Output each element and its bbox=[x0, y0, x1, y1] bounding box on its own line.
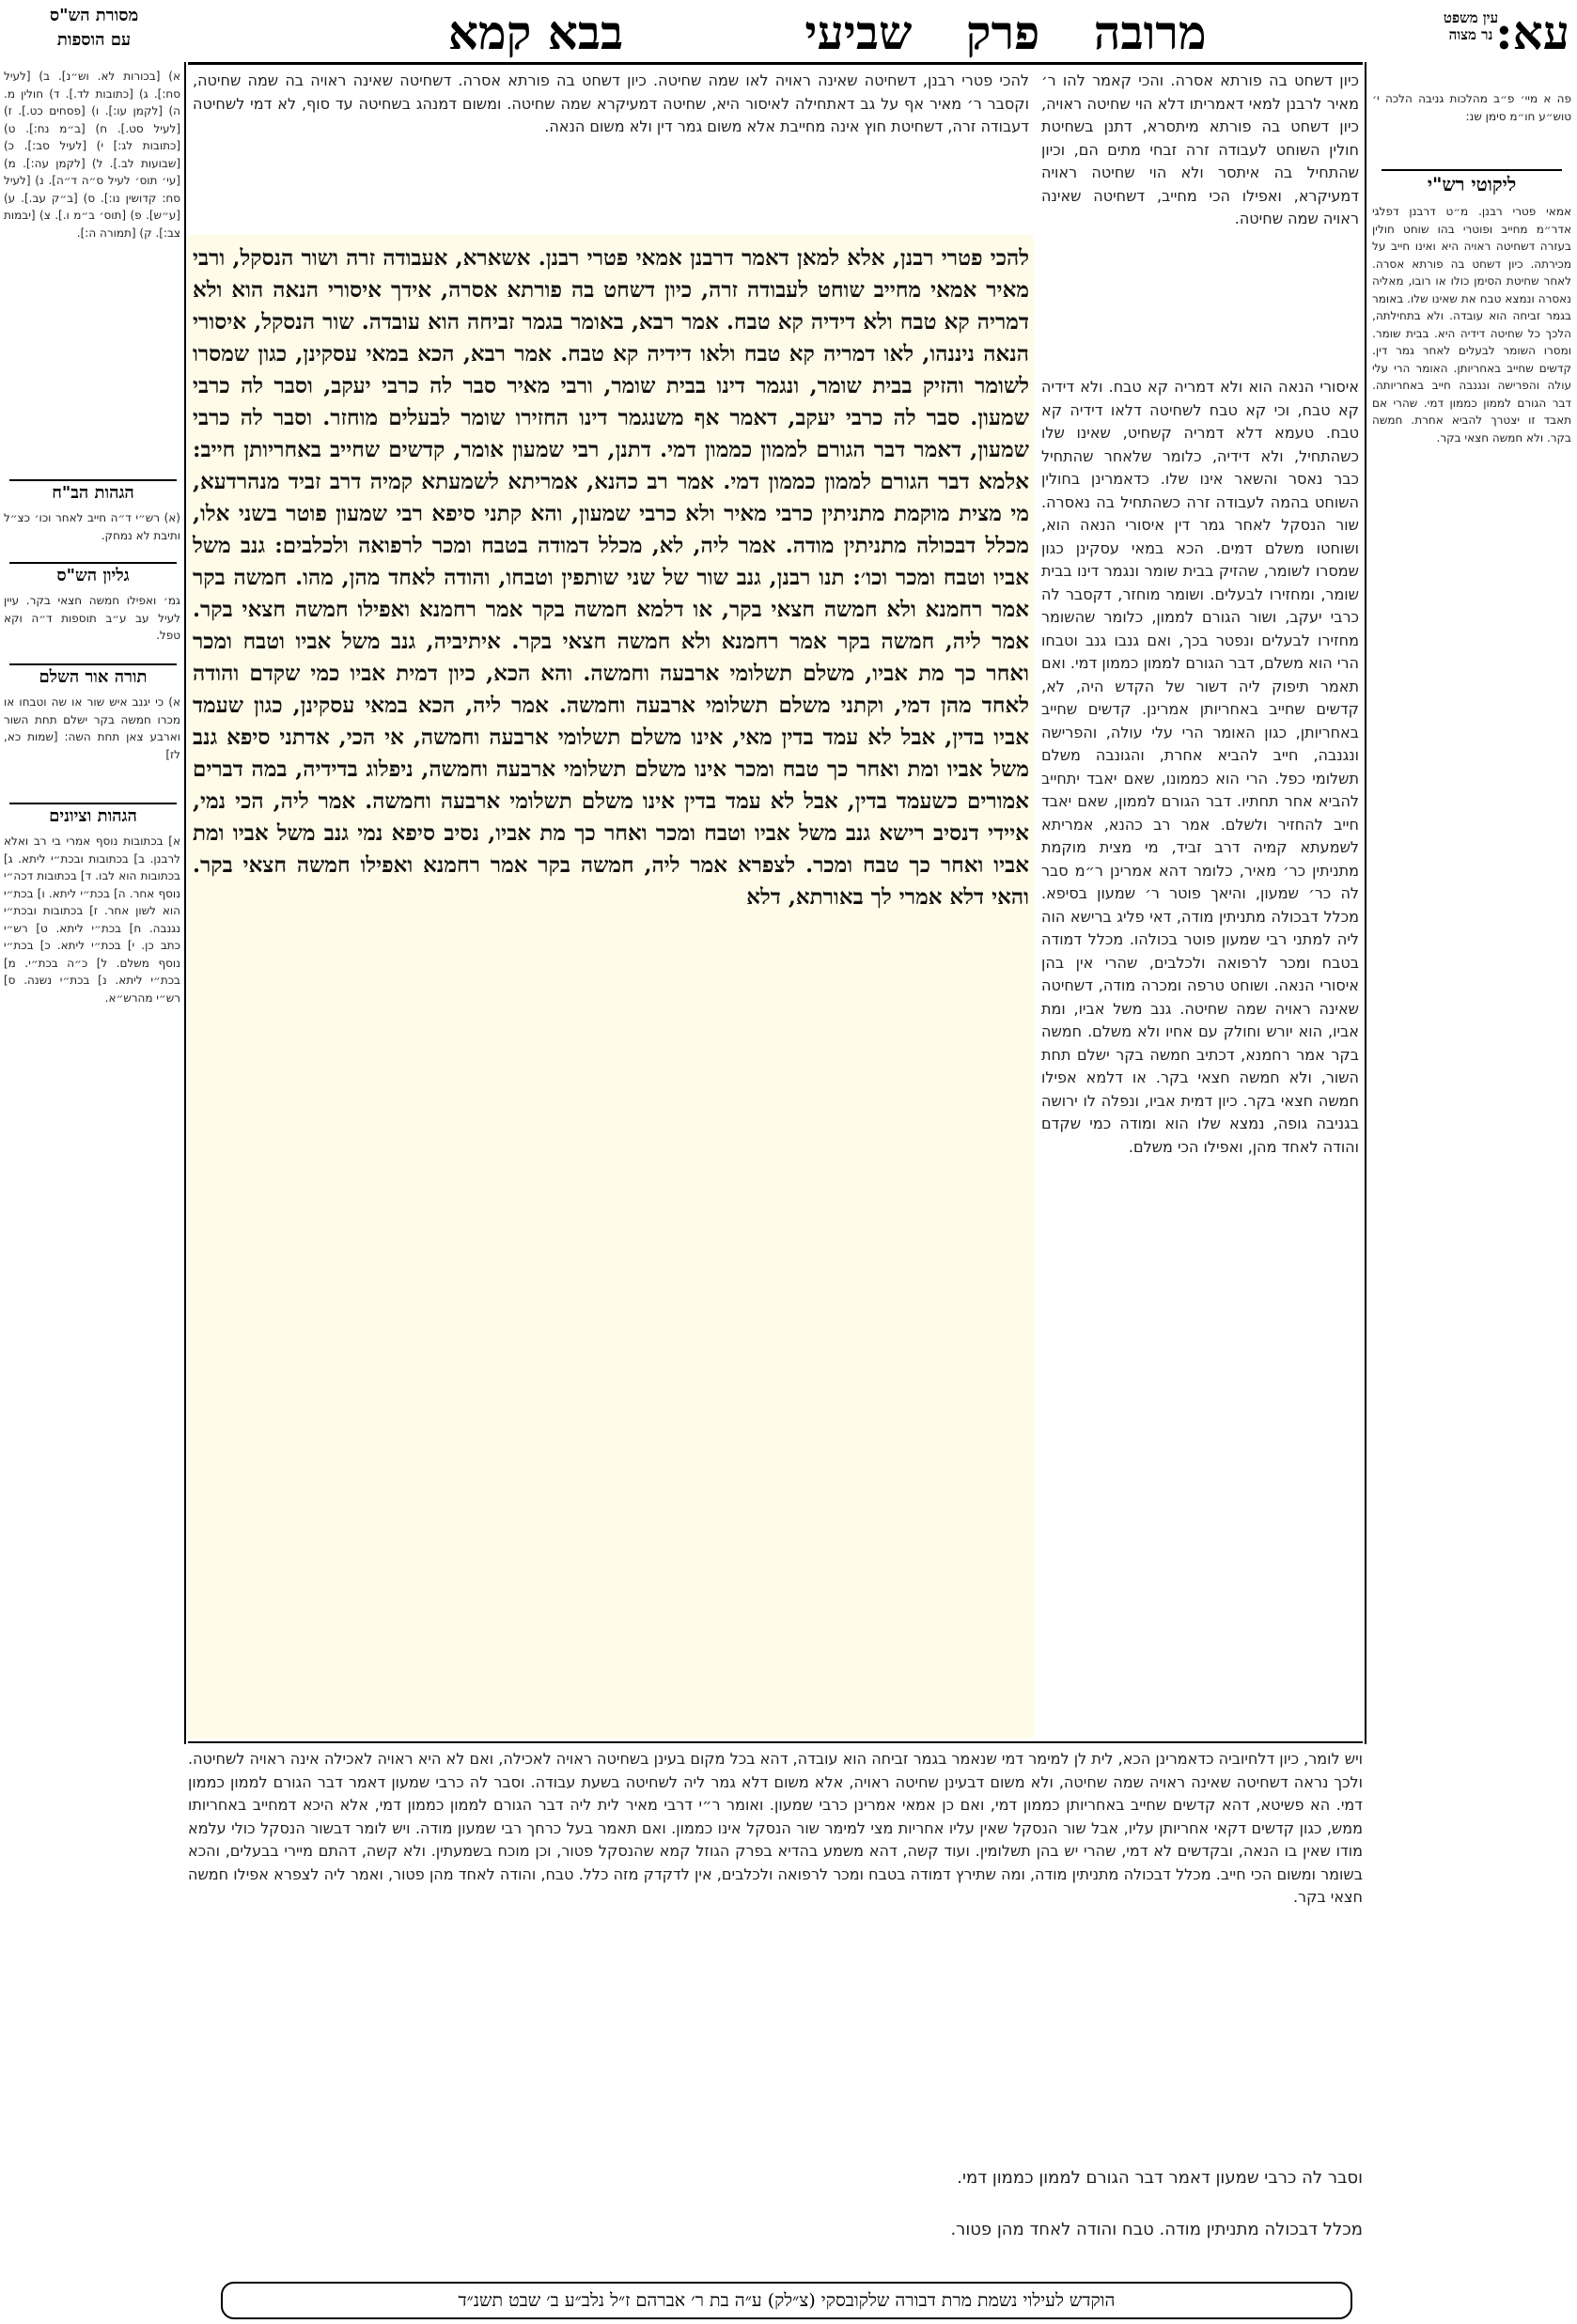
hagahot-habach-title: הגהות הב"ח bbox=[52, 483, 134, 503]
rashi-main bbox=[1041, 376, 1359, 1739]
masoret-hashas-header: מסורת הש"ס עם הוספות bbox=[49, 6, 139, 50]
gemara-paragraph: להכי פטרי רבנן, אלא למאן דאמר דרבנן אמאי פטרי רבנן. אשארא, אעבודה זרה ושור הנסקל, ורבי מאיר אמאי מחייב שוחט לעבודה זרה, כיון דשחט בה פורתא אסרה, אידך איסורי הנאה הוא ולא דמריה קא טבח ולא דידיה קא טבח. אמר רבא, באומר בגמר זביחה הוא עובדה. שור הנסקל, איסורי הנאה ניננהו, לאו דמריה קא טבח ולאו דידיה קא טבח. אמר רבא, הכא במאי עסקינן, כגון שמסרו לשומר והזיק בבית שומר, ונגמר דינו בבית שומר, ורבי מאיר סבר לה כרבי יעקב, וסבר לה כרבי שמעון. סבר לה כרבי יעקב, דאמר אף משנגמר דינו החזירו שומר לבעלים מוחזר. וסבר לה כרבי שמעון, דאמר דבר הגורם לממון כממון דמי. דתנן, רבי שמעון אומר, קדשים שחייב באחריותן חייב: אלמא דבר הגורם לממון כממון דמי. אמר רב כהנא, אמריתא לשמעתא קמיה דרב זביד מנהרדעא, מי מצית מוקמת מתניתין כרבי מאיר ולא כרבי שמעון, והא קתני סיפא רבי שמעון פוטר בשני אלו, מכלל דבכולה מתניתין מודה. אמר ליה, לא, מכלל דמודה בטבח ומכר לרפואה ולכלבים: גנב משל אביו וטבח ומכר וכו׳: תנו רבנן, גנב שור של שני שותפין וטבחו, והודה לאחד מהן, מהו. חמשה בקר אמר רחמנא ולא חמשה חצאי בקר, או דלמא חמשה בקר אמר רחמנא ואפילו חמשה חצאי בקר. אמר ליה, חמשה בקר אמר רחמנא ולא חמשה חצאי בקר. איתיביה, גנב משל אביו וטבח ומכר ואחר כך מת אביו, משלם תשלומי ארבעה וחמשה. והא הכא, כיון דמית אביו כמי שקדם והודה לאחד מהן דמי, וקתני משלם תשלומי ארבעה וחמשה. אמר ליה, הכא במאי עסקינן, כגון שעמד אביו בדין, אבל לא עמד בדין מאי, אינו משלם תשלומי ארבעה וחמשה, אי הכי, אדתני סיפא גנב משל אביו ומת ואחר כך טבח ומכר אינו משלם תשלומי ארבעה וחמשה, ניפלוג בדידיה, במה דברים אמורים כשעמד בדין, אבל לא עמד בדין אינו משלם תשלומי ארבעה וחמשה. אמר ליה, הכי נמי, איידי דנסיב רישא גנב משל אביו וטבח ומכר ואחר כך מת אביו, נסיב סיפא נמי גנב משל אביו ומת אביו ואחר כך טבח ומכר. לצפרא אמר ליה, חמשה בקר אמר רחמנא ואפילו חמשה חצאי בקר. והאי דלא אמרי לך באורתא, דלא bbox=[193, 245, 1029, 910]
vesavar-line bbox=[188, 2166, 1363, 2213]
tractate-title: בבא קמא bbox=[447, 5, 624, 60]
likutei-rashi bbox=[1372, 203, 1571, 1528]
torah-or-title: תורה אור השלם bbox=[39, 667, 148, 687]
header-rule bbox=[188, 62, 1363, 65]
mikelal-text: מכלל דבכולה מתניתין מודה. טבח והודה לאחד מהן פטור. bbox=[950, 2220, 1363, 2239]
torah-or-divider bbox=[9, 663, 177, 665]
vesavar-text: וסבר לה כרבי שמעון דאמר דבר הגורם לממון כממון דמי. bbox=[957, 2168, 1363, 2188]
rashi-main-text: איסורי הנאה הוא ולא דמריה קא טבח. ולא דידיה קא טבח, וכי קא טבח לשחיטה דלאו דידיה קא טבח. טעמא דלא דמריה קשחיט, שאינו שלו כשהתחיל, ולא דידיה, כלומר שלאחר שהתחיל כבר נאסר והשאר אינו שלו. כדאמרינן בחולין השוחט בהמה לעבודה זרה כשהתחיל בה נאסרה. שור הנסקל לאחר גמר דין איסורי הנאה הוא, ושוחטו משלם דמים. הכא במאי עסקינן כגון שמסרו לשומר, שהזיק בבית שומר ונגמר דינו בבית שומר, ומחזירו לבעלים. ושומר מוחזר, דקסבר לה כרבי יעקב, ושור הגורם לממון, כלומר שהשומר מחזירו לבעלים ונפטר בכך, ואם גנבו גנב וטבחו הרי הוא משלם, דבר הגורם לממון כממון דמי. ואם תאמר תיפוק ליה דשור של הקדש היה, לא, קדשים שחייב באחריותן אמרינן. קדשים שחייב באחריותן, כגון האומר הרי עלי עולה, והפרישה ונגנבה, חייב להביא אחרת, והגונבה משלם תשלומי כפל. הרי הוא כממונו, שאם יאבד יתחייב להביא אחר תחתיו. דבר הגורם לממון, שאם יאבד חייב להחזיר ולשלם. אמר רב כהנא, אמריתא לשמעתא קמיה דרב זביד, מי מצית מוקמת מתניתין כר׳ מאיר, כלומר דהא אמרינן ר״מ סבר לה כר׳ שמעון, והיאך פוטר ר׳ שמעון בסיפא. מכלל דבכולה מתניתין מודה, דאי פליג ברישא הוה ליה למתני רבי שמעון פוטר בכולהו. מכלל דמודה בטבח ומכר לרפואה ולכלבים, שהרי אין בהן איסורי הנאה. ושוחט טרפה ומכרה מודה, דשחיטה שאינה ראויה שמה שחיטה. גנב משל אביו, ומת אביו, הוא יורש וחולק עם אחיו ולא משלם. חמשה בקר אמר רחמנא, דכתיב חמשה בקר ישלם תחת השור, ולא חמשה חצאי בקר. או דלמא אפילו חמשה חצאי בקר. כיון דמית אביו, ונפלה לו ירושה בגניבה גופה, נמצא שלו הוא ומודה כמי שקדם והודה לאחד מהן, ואפילו הכי משלם. bbox=[1041, 378, 1359, 1156]
hagahot-tziyunim-title: הגהות וציונים bbox=[49, 806, 137, 826]
likutei-rashi-divider bbox=[1382, 169, 1562, 171]
dedication-footer: הוקדש לעילוי נשמת מרת דבורה שלקובסקי (צ״לק) ע״ה בת ר׳ אברהם ז״ל נלב״ע ב׳ שבט תשנ״ד bbox=[221, 2282, 1352, 2319]
right-margin-rule bbox=[1365, 62, 1366, 1744]
hagahot-tziyunim-divider bbox=[9, 803, 177, 804]
gilyon-hashas-divider bbox=[9, 562, 177, 564]
tosafot-top-text: להכי פטרי רבנן, דשחיטה שאינה ראויה לאו שמה שחיטה. כיון דשחט בה פורתא אסרה. דשחיטה שאינה ראויה בה שמה שחיטה, וקסבר ר׳ מאיר אף על גב דאתחילה לאיסור היא, שחיטה דמעיקרא שמה שחיטה. ומשום דמנהג בשחיטה עד סוף, לא דמי לשחיטה דעבודה זרה, דשחיטת חוץ אינה מחייבת אלא משום גמר דין ולא משום הנאה. bbox=[193, 71, 1029, 135]
bottom-block-rule bbox=[188, 1741, 1363, 1743]
hagahot-habach-divider bbox=[9, 479, 177, 481]
gilyon-hashas-text: גמ׳ ואפילו חמשה חצאי בקר. עיין לעיל עב ע״ב תוספות ד״ה וקא טפל. bbox=[4, 594, 180, 642]
likutei-rashi-text: אמאי פטרי רבנן. מ״ט דרבנן דפלגי אדר״מ מחייב ופוטרי בהו שוחט חולין בעזרה דשחיטה ראויה היא ואינו חייב על מכירתה. כיון דשחט בה פורתא אסרה. לאחר שחיטת הסימן כולו או רובו, מאליה נאסרה ונמצא טבח את שאינו שלו. באומר בגמר זביחה הוא עובדה. ולא בתחילתה, הלכך כל שחיטה דידיה היא. בבית שומר. ומסרו השומר לבעלים לאחר גמר דין. קדשים שחייב באחריותן. האומר הרי עלי עולה והפרישה ונגנבה חייב באחריותה. דבר הגורם לממון כממון דמי. שהרי אם תאבד זו יצטרך להביא אחרת. חמשה בקר. ולא חמשה חצאי בקר. bbox=[1372, 205, 1571, 445]
tosafot-bottom-text: ויש לומר, כיון דלחיוביה כדאמרינן הכא, לית לן למימר דמי שנאמר בגמר זביחה הוא עובדה, דהא בכל מקום בעינן בשחיטה ראויה לאכילה, ואם לא היא ראויה לאכילה אינה ראויה לשחיטה. ולכך נראה דשחיטה שאינה ראויה שמה שחיטה, ולא משום דבעינן שחיטה ראויה, אלא משום דלא גמר ליה לשחיטה בשעת עבודה. וסבר לה כרבי שמעון דאמר דבר הגורם לממון כממון דמי. הא פשיטא, דהא קדשים שחייב באחריותן כממון דמי, ואם כן אמאי אמרינן כרבי שמעון. ואומר ר״י דרבי מאיר לית ליה דבר הגורם לממון כממון דמי, אלא היכא דמחייב באחריותו ממש, כגון קדשים דקאי אחריותן עליו, אבל שור הנסקל שאין עליו אחריות מצי למימר שור הנסקל אינו כממון. ואם תאמר בעל כרחך רבי שמעון מודה. ויש לומר דבשור הנסקל כולי עלמא מודו שאין בו הנאה, ובקדשים לא דמי, שהרי יש בהן תשלומין. ועוד קשה, דהא משמע בהדיא בפרק הגוזל קמא שהנסקל פטור, וכן מוכח בשמעתין. ולא קשה, דהתם מיירי בבעלים, והכא בשומר ומשום הכי חייב. מכלל דבכולה מתניתין מודה, ומה שתירץ דמודה בטבח ומכר לרפואה ולכלבים, אין לדקדק מזה כלל. טבח, והודה לאחד מהן פטור, ואמר ליה לצפרא אפילו חמשה חצאי בקר. bbox=[188, 1750, 1363, 1906]
mikelal-line bbox=[188, 2218, 1363, 2274]
left-margin-rule bbox=[184, 62, 186, 1744]
rashi-top bbox=[1041, 70, 1359, 370]
likutei-rashi-title: ליקוטי רש"י bbox=[1427, 173, 1517, 195]
tosafot-bottom bbox=[188, 1748, 1363, 2161]
rashi-top-text: כיון דשחט בה פורתא אסרה. והכי קאמר להו ר׳ מאיר לרבנן למאי דאמריתו דלא הוי שחיטה ראויה, כיון דשחט בה פורתא מיתסרא, דתנן בשחיטת חולין השוחט לעבודה זרה זבחי מתים הם, וכיון שהתחיל בה איתסר ולא הוי שחיטה ראויה דמעיקרא, ואפילו הכי מחייב, דשחיטה שאינה ראויה שמה שחיטה. bbox=[1041, 71, 1359, 227]
chapter-title: מרובה פרק שביעי bbox=[804, 5, 1207, 60]
masoret-text: א) [בכורות לא. וש״נ]. ב) [לעיל סח:]. ג) [כתובות לד.]. ד) חולין מ. ה) [לקמן עו:]. ו) [פסחים כט.]. ז) [לעיל סט.]. ח) [ב״מ נח:]. ט) [כתובות לג:] י) [לעיל סב:]. כ) [שבועות לב.]. ל) [לקמן עה:]. מ) [עי׳ תוס׳ לעיל ס״ה ד״ה]. נ) [לעיל סח: קדושין נו:]. ס) [ב״ק עב.]. ע) [ע״ש]. פ) [תוס׳ ב״מ ו.]. צ) [יבמות צב:]. ק) [תמורה ה:]. bbox=[4, 70, 180, 240]
gilyon-hashas bbox=[4, 592, 180, 658]
daf-number: עא: bbox=[1495, 5, 1569, 60]
gilyon-hashas-title: גליון הש"ס bbox=[56, 566, 130, 585]
masoret-hashas bbox=[4, 68, 180, 472]
gemara-main-text bbox=[193, 242, 1029, 1737]
hagahot-tziyunim-text: א] בכתובות נוסף אמרי בי רב ואלא לרבנן. ב] בכתובות ובכת״י ליתא. ג] בכתובות הוא לבו. ד] בכתובות דכה״י נוסף אחר. ה] בכת״י ליתא. ו] בכת״י הוא לשון אחר. ז] בכתובות ובכת״י נגנבה. ח] בכת״י ליתא. ט] רש״י כתב כן. י] בכת״י ליתא. כ] בכת״י נוסף משלם. ל] כ״ה בכת״י. מ] בכת״י ליתא. נ] בכת״י נשנה. ס] רש״י מהרש״א. bbox=[4, 834, 180, 1005]
torah-or-text: א) כי יגנב איש שור או שה וטבחו או מכרו חמשה בקר ישלם תחת השור וארבע צאן תחת השה: [שמות כא, לז] bbox=[4, 695, 180, 761]
hagahot-tziyunim bbox=[4, 833, 180, 1190]
ein-mishpat-text: פה א מיי׳ פ״ב מהלכות גניבה הלכה י׳ טוש״ע חו״מ סימן שנ: bbox=[1372, 92, 1571, 123]
ein-mishpat bbox=[1372, 90, 1571, 165]
tosafot-top bbox=[193, 70, 1029, 229]
ein-mishpat-header: עין משפט נר מצוה bbox=[1443, 9, 1499, 43]
hagahot-habach-text: (א) רש״י ד״ה חייב לאחר וכו׳ כצ״ל ותיבת לא נמחק. bbox=[4, 511, 180, 542]
torah-or bbox=[4, 694, 180, 797]
hagahot-habach bbox=[4, 509, 180, 556]
